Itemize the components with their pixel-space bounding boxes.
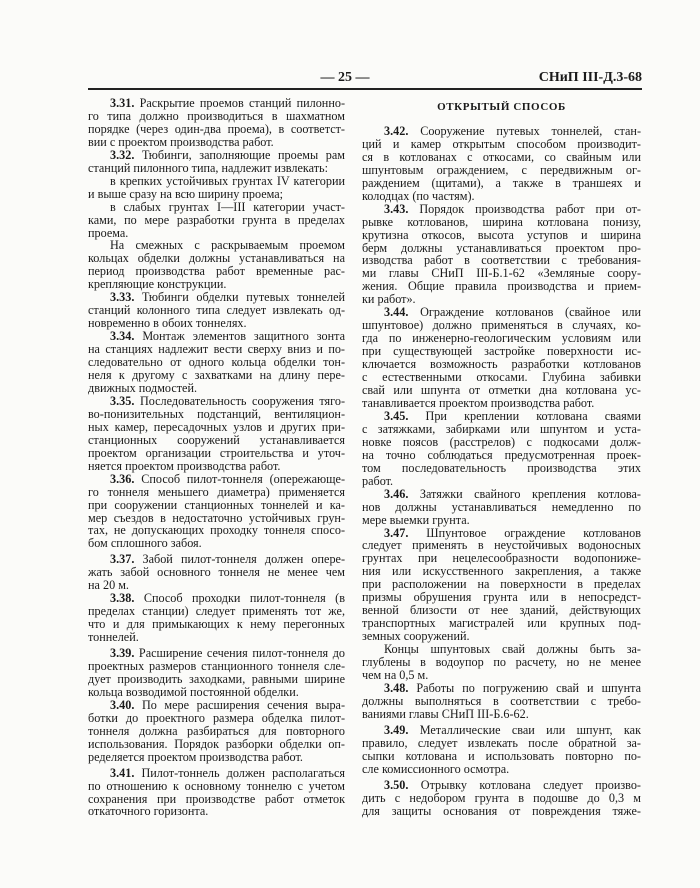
- line-text: при расположении на поверхности в пределах: [362, 577, 641, 592]
- line-text: Пилот-тоннель должен располагаться: [141, 765, 345, 780]
- document-code: СНиП III-Д.3-68: [538, 70, 642, 85]
- line-text: Сооружение путевых тоннелей, стан-: [420, 123, 642, 138]
- line-text: жать забой основного тоннеля не менее чем: [88, 565, 345, 580]
- line-text: порядке (через один-два проема), в соответст-: [88, 121, 345, 136]
- line-text: ся в котлованах с откосами, со свайным или: [362, 149, 641, 164]
- line-text: том последовательность производства этих: [362, 460, 641, 475]
- line-text: кольца возводимой постоянной обделки.: [88, 684, 299, 699]
- clause-number: 3.44.: [384, 305, 409, 320]
- line-text: проема.: [88, 225, 129, 240]
- line-text: го типа должно производиться в шахматном: [88, 108, 345, 123]
- line-text: го тоннеля меньшего диаметра) применяется: [88, 484, 345, 499]
- clause-number: 3.45.: [384, 408, 409, 423]
- paragraph: [362, 527, 641, 644]
- paragraph: [362, 306, 641, 410]
- line-text: няется проектом производства работ.: [88, 458, 281, 473]
- line-text: вии с проектом производства работ.: [88, 134, 274, 149]
- line-text: сле комиссионного осмотра.: [362, 761, 510, 776]
- paragraph: [88, 239, 345, 291]
- line-text: Монтаж элементов защитного зонта: [142, 329, 346, 344]
- line-text: ключается возможность разработки котлованов: [362, 357, 641, 372]
- line-text: Забой пилот-тоннеля должен опере-: [142, 552, 346, 567]
- line-text: Шпунтовое ограждение котлованов: [426, 525, 641, 540]
- clause-number: 3.35.: [110, 393, 135, 408]
- line-text: ределяется проектом производства работ.: [88, 749, 303, 764]
- line-text: тах, не допускающих проходку тоннеля спосо-: [88, 523, 345, 538]
- line-text: При креплении котлована сваями: [425, 408, 642, 423]
- line-text: призмы обрушения грунта или в непосредст-: [362, 590, 641, 605]
- line-text: для защиты основания от повреждения тяже-: [362, 803, 641, 818]
- line-text: берм должны устанавливаться проектом про-: [362, 240, 641, 255]
- line-text: Металлические сваи или шпунт, как: [419, 722, 641, 737]
- line-text: шпунтовым ограждением, с передвижным ог-: [362, 162, 641, 177]
- clause-number: 3.39.: [110, 646, 135, 661]
- paragraph: [362, 203, 641, 307]
- line-text: тоннеля должна разбираться для повторного: [88, 723, 345, 738]
- line-text: ния или искусственного закрепления, а также: [362, 564, 641, 579]
- line-text: Затяжки свайного крепления котлова-: [419, 486, 641, 501]
- line-text: с естественными откосами. Глубина забивки: [362, 370, 641, 385]
- line-text: Тюбинги, заполняющие проемы рам: [141, 147, 346, 162]
- line-text: неля к другому с захватками на длину пере-: [88, 368, 345, 383]
- line-text: гда по инженерно-геологическим условиям или: [362, 331, 641, 346]
- line-text: при сооружении станционных тоннелей и ка-: [88, 497, 345, 512]
- line-text: что и для примыкающих к нему перегонных: [88, 617, 345, 632]
- paragraph: [362, 643, 641, 682]
- clause-number: 3.32.: [110, 147, 135, 162]
- line-text: изводства работ в соответствии с требования-: [362, 253, 641, 268]
- text-line: [88, 751, 345, 764]
- line-text: ками, по мере разработки грунта в пределах: [88, 212, 345, 227]
- line-text: ботки до проектного размера обделка пилот-: [88, 710, 345, 725]
- text-line: [362, 805, 641, 818]
- header-rule: [88, 88, 642, 90]
- line-text: Работы по погружению свай и шпунта: [416, 680, 641, 695]
- line-text: глублены в водоупор по расчету, но не менее: [362, 655, 641, 670]
- line-text: нов должны устанавливаться немедленно по: [362, 499, 641, 514]
- paragraph: [88, 201, 345, 240]
- line-text: венной близости от нее зданий, действующих: [362, 603, 641, 618]
- line-text: откаточного горизонта.: [88, 804, 209, 819]
- left-column: [88, 97, 345, 818]
- line-text: дует производить заходками, равными ширине: [88, 671, 345, 686]
- clause-number: 3.37.: [110, 552, 135, 567]
- line-text: по отношению к основному тоннелю с учетом: [88, 778, 345, 793]
- line-text: свай или шпунта от отметки дна котлована ус-: [362, 383, 641, 398]
- line-text: На смежных с раскрываемым проемом: [110, 238, 345, 253]
- line-text: ваниями главы СНиП III-Б.6-62.: [362, 706, 529, 721]
- paragraph: [362, 125, 641, 203]
- paragraph: [88, 473, 345, 551]
- paragraph: [88, 291, 345, 330]
- line-text: движных подмостей.: [88, 380, 198, 395]
- line-text: Концы шпунтовых свай должны быть за-: [384, 642, 641, 657]
- paragraph: [88, 553, 345, 592]
- paragraph: [88, 149, 345, 175]
- line-text: станций колонного типа следует извлекать од-: [88, 303, 345, 318]
- text-line: [362, 708, 641, 721]
- clause-number: 3.31.: [110, 96, 135, 110]
- paragraph: [362, 410, 641, 488]
- line-text: при существующей застройке поверхности ис-: [362, 344, 641, 359]
- clause-number: 3.43.: [384, 201, 409, 216]
- line-text: Тюбинги обделки путевых тоннелей: [142, 290, 345, 305]
- line-text: следует применять в неустойчивых водоносных: [362, 538, 641, 553]
- clause-number: 3.38.: [110, 591, 135, 606]
- line-text: станционных сооружений устанавливается: [88, 432, 345, 447]
- line-text: с затяжками, забирками или шпунтом и уста-: [362, 421, 641, 436]
- clause-number: 3.47.: [384, 525, 409, 540]
- line-text: в слабых грунтах I—III категории участ-: [110, 199, 345, 214]
- clause-number: 3.34.: [110, 329, 135, 344]
- text-line: [88, 631, 345, 644]
- line-text: крутизна откосов, высота уступов и ширина: [362, 227, 641, 242]
- line-text: земных сооружений.: [362, 629, 470, 644]
- line-text: шпунтовое) должно применяться в случаях, ко-: [362, 318, 641, 333]
- line-text: Порядок производства работ при от-: [419, 201, 641, 216]
- clause-number: 3.50.: [384, 777, 409, 792]
- right-column: [362, 97, 641, 817]
- line-text: колодцах (по частям).: [362, 188, 475, 203]
- paragraph: [88, 330, 345, 395]
- line-text: рывке котлованов, ширина котлована понизу,: [362, 214, 641, 229]
- line-text: крепляющие конструкции.: [88, 277, 227, 292]
- line-text: во-понизительных подстанций, вентиляцион-: [88, 406, 345, 421]
- clause-number: 3.49.: [384, 722, 409, 737]
- line-text: ных камер, пересадочных узлов и других при-: [88, 419, 345, 434]
- line-text: использования. Порядок разборки обделки оп-: [88, 736, 345, 751]
- line-text: на 20 м.: [88, 578, 129, 593]
- line-text: Способ проходки пилот-тоннеля (в: [143, 591, 345, 606]
- text-line: [88, 805, 345, 818]
- text-line: [362, 763, 641, 776]
- line-text: на станциях надлежит вести сверху вниз и по-: [88, 342, 345, 357]
- line-text: новременно в обоих тоннелях.: [88, 316, 247, 331]
- line-text: грунтах при нецелесообразности водопониже-: [362, 551, 641, 566]
- paragraph: [362, 488, 641, 527]
- paragraph: [362, 779, 641, 818]
- line-text: Ограждение котлованов (свайное или: [420, 305, 642, 320]
- line-text: период производства работ временные рас-: [88, 264, 345, 279]
- paragraph: [362, 724, 641, 776]
- line-text: жения. Общие правила производства и прием-: [362, 279, 641, 294]
- line-text: дить с недобором грунта в подошве до 0,3 м: [362, 790, 641, 805]
- text-line: [362, 462, 641, 475]
- line-text: Способ пилот-тоннеля (опережающе-: [141, 471, 345, 486]
- clause-number: 3.33.: [110, 290, 135, 305]
- line-text: работ.: [362, 473, 394, 488]
- clause-number: 3.36.: [110, 471, 135, 486]
- clause-number: 3.41.: [110, 765, 135, 780]
- paragraph: [88, 592, 345, 644]
- paragraph: [362, 682, 641, 721]
- clause-number: 3.46.: [384, 486, 409, 501]
- paragraph: [88, 395, 345, 473]
- line-text: следовательно от одного кольца обделки тон-: [88, 355, 345, 370]
- line-text: пределах станции) следует применять тот же,: [88, 604, 345, 619]
- line-text: в крепких устойчивых грунтах IV категории: [110, 173, 345, 188]
- line-text: Раскрытие проемов станций пилонно-: [139, 96, 345, 110]
- line-text: правило, следует извлекать после обратной за-: [362, 735, 641, 750]
- paragraph: [88, 647, 345, 699]
- line-text: Отрывку котлована следует произво-: [420, 777, 641, 792]
- line-text: тоннелей.: [88, 630, 139, 645]
- clause-number: 3.42.: [384, 123, 409, 138]
- paragraph: [88, 97, 345, 149]
- line-text: раждением (щитами), а также в траншеях и: [362, 175, 641, 190]
- line-text: сохранения при производстве работ отметок: [88, 791, 345, 806]
- line-text: должны выполняться в соответствии с требо-: [362, 693, 641, 708]
- line-text: станций пилонного типа, надлежит извлекать:: [88, 160, 328, 175]
- text-line: [88, 537, 345, 550]
- line-text: транспортных магистралей или крупных под-: [362, 616, 641, 631]
- line-text: сыпки котлована и использовать повторно по-: [362, 748, 641, 763]
- clause-number: 3.48.: [384, 680, 409, 695]
- page-number: — 25 —: [320, 70, 370, 85]
- clause-number: 3.40.: [110, 697, 135, 712]
- paragraph: [88, 175, 345, 201]
- line-text: Последовательность сооружения тяго-: [139, 393, 345, 408]
- line-text: кольцах обделки должны устанавливаться на: [88, 251, 345, 266]
- line-text: и выше сразу на всю ширину проема;: [88, 186, 284, 201]
- line-text: чем на 0,5 м.: [362, 667, 429, 682]
- paragraph: [88, 699, 345, 764]
- line-text: танавливается проектом производства работ.: [362, 395, 595, 410]
- line-text: мере выемки грунта.: [362, 512, 470, 527]
- line-text: ми главы СНиП III-Б.1-62 «Земляные соору-: [362, 266, 641, 281]
- section-title: ОТКРЫТЫЙ СПОСОБ: [437, 101, 566, 113]
- line-text: мер съездов в недостаточно устойчивых грун-: [88, 510, 345, 525]
- line-text: проектом организации строительства и уточ-: [88, 445, 345, 460]
- line-text: проектных размеров станционного тоннеля сле-: [88, 658, 345, 673]
- line-text: ций и камер открытым способом производит-: [362, 136, 641, 151]
- line-text: ки работ».: [362, 292, 416, 307]
- line-text: новке поясов (расстрелов) с подкосами долж-: [362, 434, 641, 449]
- line-text: Расширение сечения пилот-тоннеля до: [138, 646, 346, 661]
- paragraph: [88, 767, 345, 819]
- line-text: бом сплошного забоя.: [88, 536, 202, 551]
- line-text: на точно соблюдаться предусмотренная проек-: [362, 447, 641, 462]
- line-text: По мере расширения сечения выра-: [141, 697, 346, 712]
